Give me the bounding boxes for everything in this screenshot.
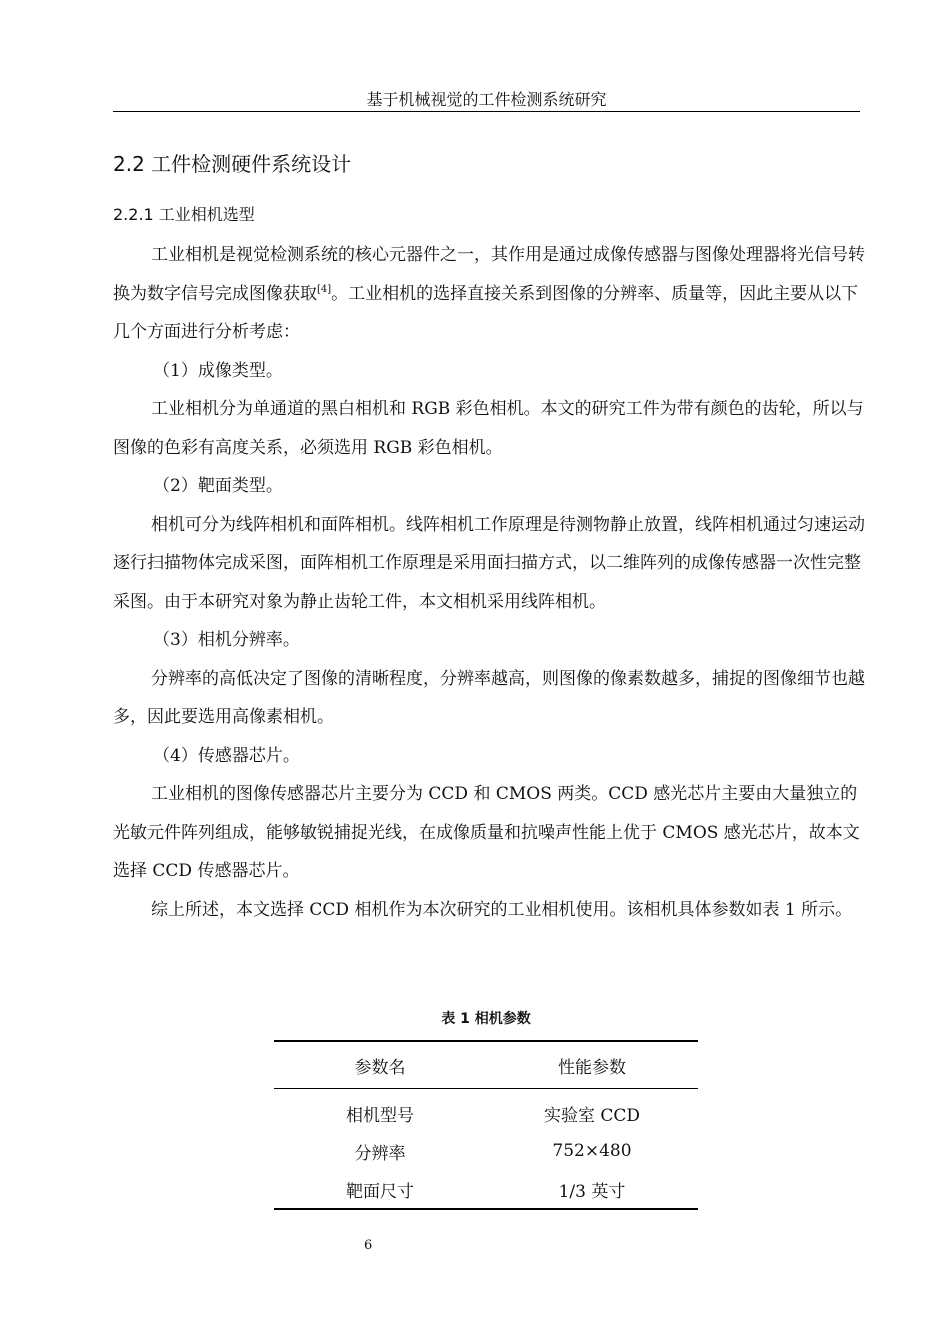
item2-text: 相机可分为线阵相机和面阵相机。线阵相机工作原理是待测物静止放置，线阵相机通过匀速运动逐行扫描物体完成采图，面阵相机工作原理是采用面扫描方式，以二维阵列的成像传感器一次性完整采图。由于本研究对象为静止齿轮工件，本文相机采用线阵相机。 [113, 514, 865, 612]
table-row [274, 1089, 698, 1133]
table-cell: 752×480 [552, 1141, 632, 1161]
camera-params-table [274, 1040, 698, 1210]
table-caption: 表 1 相机参数 [441, 1011, 531, 1027]
citation-ref[interactable]: [4] [317, 283, 332, 295]
item1-title: （1）成像类型。 [153, 360, 283, 381]
intro-text-a: 工业相机是视觉检测系统的核心元器件之一，其作用是通过成像传感器与图像处理器将光信号转换为数字信号完成图像获取 [113, 245, 865, 304]
table-cell: 相机型号 [346, 1105, 414, 1126]
intro-paragraph [113, 236, 865, 352]
item1-text: 工业相机分为单通道的黑白相机和 RGB 彩色相机。本文的研究工件为带有颜色的齿轮，所以与图像的色彩有高度关系，必须选用 RGB 彩色相机。 [113, 399, 864, 458]
item3-text: 分辨率的高低决定了图像的清晰程度，分辨率越高，则图像的像素数越多，捕捉的图像细节也越多，因此要选用高像素相机。 [113, 668, 865, 727]
section-heading: 2.2 工件检测硬件系统设计 [113, 152, 352, 176]
table-row [274, 1170, 698, 1209]
table-header-row [274, 1041, 698, 1089]
body-text [113, 236, 865, 929]
table-header-cell: 性能参数 [558, 1057, 626, 1078]
page-header: 基于机械视觉的工件检测系统研究 [366, 90, 607, 109]
table-cell: 1/3 英寸 [558, 1181, 626, 1202]
item2-title: （2）靶面类型。 [153, 476, 283, 496]
table-cell: 靶面尺寸 [346, 1181, 414, 1202]
table-header-cell: 参数名 [354, 1057, 406, 1078]
item3-title: （3）相机分辨率。 [153, 630, 300, 650]
subsection-heading: 2.2.1 工业相机选型 [113, 205, 255, 224]
header-divider [113, 111, 860, 112]
table-cell: 分辨率 [354, 1143, 406, 1164]
summary-paragraph: 综上所述，本文选择 CCD 相机作为本次研究的工业相机使用。该相机具体参数如表 1 所示。 [151, 899, 853, 920]
table-row [274, 1132, 698, 1170]
table-cell: 实验室 CCD [543, 1105, 641, 1126]
intro-text-b: 。工业相机的选择直接关系到图像的分辨率、质量等，因此主要从以下几个方面进行分析考虑： [113, 283, 859, 342]
page-number: 6 [364, 1238, 373, 1253]
item4-title: （4）传感器芯片。 [153, 745, 300, 766]
item4-text: 工业相机的图像传感器芯片主要分为 CCD 和 CMOS 两类。CCD 感光芯片主要由大量独立的光敏元件阵列组成，能够敏锐捕捉光线，在成像质量和抗噪声性能上优于 CMOS 感光芯片，故本文选择 CCD 传感器芯片。 [113, 784, 860, 881]
